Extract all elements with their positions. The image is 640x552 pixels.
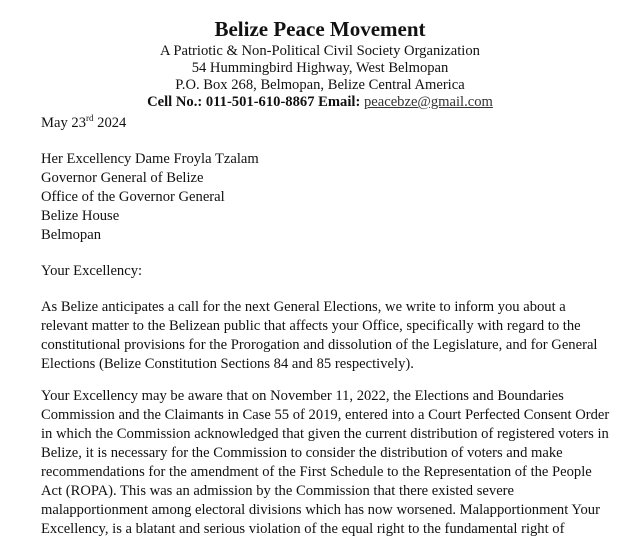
paragraph-line: Commission and the Claimants in Case 55 of 2019, entered into a Court Perfected Consent Order <box>41 407 610 423</box>
date-day: May 23 <box>41 115 86 131</box>
recipient-line: Belmopan <box>41 227 101 243</box>
recipient-block <box>41 150 621 245</box>
letter-body <box>41 114 621 552</box>
paragraph-line: As Belize anticipates a call for the next General Elections, we write to inform you about a <box>41 299 566 315</box>
recipient-line: Belize House <box>41 208 120 224</box>
paragraph-line: Act (ROPA). This was an admission by the Commission that there existed severe <box>41 483 515 499</box>
paragraph-line: Elections (Belize Constitution Sections 84 and 85 respectively). <box>41 356 414 372</box>
paragraph-line: Belize, it is necessary for the Commission to consider the distribution of voters and make <box>41 445 563 461</box>
paragraph-line: malapportionment among electoral divisions which has now worsened. Malapportionment Your <box>41 502 600 518</box>
paragraph <box>41 387 621 539</box>
recipient-line: Governor General of Belize <box>41 170 204 186</box>
paragraph-line: in which the Commission acknowledged that given the current distribution of registered voters in <box>41 426 609 442</box>
date-year: 2024 <box>93 115 127 131</box>
paragraph-line: constitutional provisions for the Prorogation and dissolution of the Legislature, and for General <box>41 337 598 353</box>
paragraph-line: Excellency, is a blatant and serious violation of the equal right to the fundamental right of <box>41 521 565 537</box>
letter-date <box>41 114 621 133</box>
paragraph-line: recommendations for the amendment of the First Schedule to the Representation of the People <box>41 464 592 480</box>
paragraph-line: Your Excellency may be aware that on November 11, 2022, the Elections and Boundaries <box>41 388 564 404</box>
cell-and-email-label: Cell No.: 011-501-610-8867 Email: <box>147 94 361 110</box>
recipient-line: Her Excellency Dame Froyla Tzalam <box>41 151 259 167</box>
paragraph <box>41 298 621 374</box>
organization-address: 54 Hummingbird Highway, West Belmopan <box>191 60 449 76</box>
organization-tagline: A Patriotic & Non-Political Civil Society Organization <box>160 43 480 59</box>
organization-po-box: P.O. Box 268, Belmopan, Belize Central America <box>175 77 465 93</box>
organization-name: Belize Peace Movement <box>214 17 426 41</box>
paragraph-line: relevant matter to the Belizean public that affects your Office, specifically with regard to the <box>41 318 581 334</box>
organization-contact <box>0 94 640 111</box>
email-link[interactable]: peacebze@gmail.com <box>363 94 493 110</box>
salutation: Your Excellency: <box>41 263 143 279</box>
letterhead <box>0 16 640 111</box>
date-suffix: rd <box>86 113 94 124</box>
recipient-line: Office of the Governor General <box>41 189 225 205</box>
